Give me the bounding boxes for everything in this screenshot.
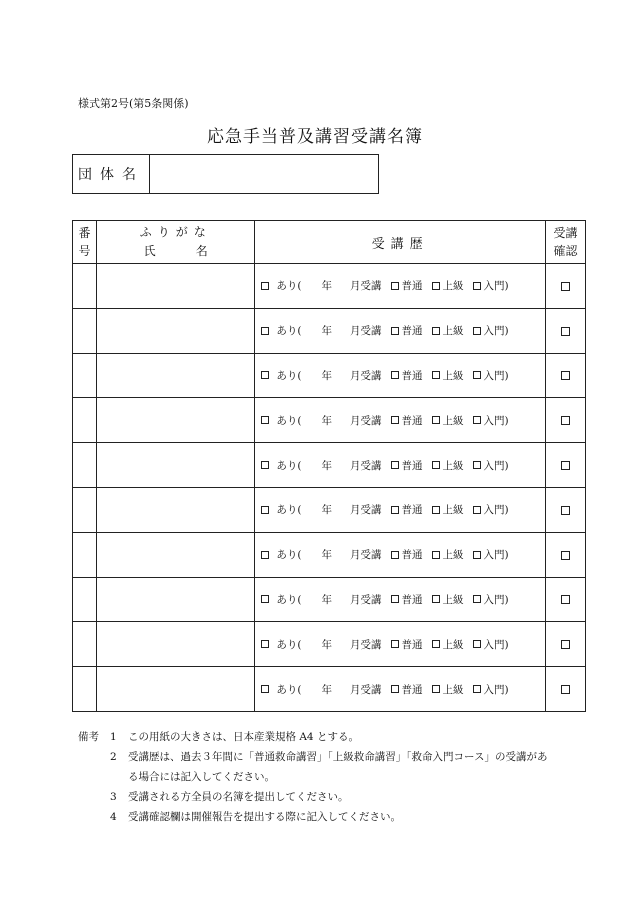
row-number-cell[interactable] <box>73 443 97 488</box>
nyumon-label: 入門) <box>483 459 509 472</box>
note-line <box>78 767 548 787</box>
jokyu-checkbox[interactable] <box>432 282 440 290</box>
table-row <box>73 308 586 353</box>
ari-checkbox[interactable] <box>261 371 269 379</box>
futsu-label: 普通 <box>401 593 423 606</box>
futsu-checkbox[interactable] <box>391 595 399 603</box>
jokyu-label: 上級 <box>442 683 464 696</box>
row-confirm-cell <box>545 622 585 667</box>
table-row <box>73 487 586 532</box>
futsu-label: 普通 <box>401 369 423 382</box>
row-history-cell <box>255 487 546 532</box>
futsu-checkbox[interactable] <box>391 640 399 648</box>
ari-checkbox[interactable] <box>261 685 269 693</box>
nyumon-label: 入門) <box>483 414 509 427</box>
note-number: 1 <box>110 731 117 743</box>
futsu-label: 普通 <box>401 638 423 651</box>
header-confirm-line2: 確認 <box>553 244 578 258</box>
ari-label: あり( <box>276 459 302 472</box>
header-number-line1: 番 <box>78 226 91 240</box>
row-history-cell <box>255 308 546 353</box>
nyumon-checkbox[interactable] <box>473 506 481 514</box>
confirm-checkbox[interactable] <box>561 327 570 336</box>
note-number: 2 <box>110 751 117 763</box>
nyumon-label: 入門) <box>483 369 509 382</box>
row-history-cell <box>255 577 546 622</box>
confirm-checkbox[interactable] <box>561 461 570 470</box>
note-line <box>78 727 548 747</box>
confirm-checkbox[interactable] <box>561 416 570 425</box>
jokyu-checkbox[interactable] <box>432 416 440 424</box>
jokyu-label: 上級 <box>442 504 464 517</box>
month-taken-label: 月受講 <box>349 549 382 562</box>
ari-checkbox[interactable] <box>261 640 269 648</box>
futsu-checkbox[interactable] <box>391 461 399 469</box>
header-confirm <box>545 221 585 264</box>
jokyu-label: 上級 <box>442 280 464 293</box>
ari-label: あり( <box>276 638 302 651</box>
ari-checkbox[interactable] <box>261 595 269 603</box>
ari-label: あり( <box>276 549 302 562</box>
ari-label: あり( <box>276 280 302 293</box>
row-name-cell[interactable] <box>97 532 255 577</box>
month-taken-label: 月受講 <box>349 683 382 696</box>
table-row <box>73 577 586 622</box>
note-line <box>78 747 548 767</box>
futsu-label: 普通 <box>401 549 423 562</box>
header-confirm-line1: 受講 <box>553 226 578 240</box>
futsu-label: 普通 <box>401 325 423 338</box>
ari-checkbox[interactable] <box>261 327 269 335</box>
nyumon-checkbox[interactable] <box>473 282 481 290</box>
note-number: 4 <box>110 811 117 823</box>
note-text: 受講される方全員の名簿を提出してください。 <box>128 791 349 803</box>
month-taken-label: 月受講 <box>349 638 382 651</box>
header-name-part2: 名 <box>195 244 208 258</box>
row-confirm-cell <box>545 398 585 443</box>
row-name-cell[interactable] <box>97 398 255 443</box>
jokyu-label: 上級 <box>442 414 464 427</box>
futsu-checkbox[interactable] <box>391 685 399 693</box>
row-confirm-cell <box>545 577 585 622</box>
jokyu-checkbox[interactable] <box>432 506 440 514</box>
nyumon-checkbox[interactable] <box>473 371 481 379</box>
futsu-checkbox[interactable] <box>391 282 399 290</box>
month-taken-label: 月受講 <box>349 593 382 606</box>
row-number-cell[interactable] <box>73 353 97 398</box>
year-label: 年 <box>321 369 332 382</box>
header-name <box>97 221 255 264</box>
table-row <box>73 443 586 488</box>
month-taken-label: 月受講 <box>349 369 382 382</box>
futsu-label: 普通 <box>401 504 423 517</box>
ari-checkbox[interactable] <box>261 551 269 559</box>
nyumon-checkbox[interactable] <box>473 327 481 335</box>
table-body <box>73 264 586 712</box>
row-number-cell[interactable] <box>73 532 97 577</box>
jokyu-label: 上級 <box>442 549 464 562</box>
year-label: 年 <box>321 280 332 293</box>
group-name-field[interactable] <box>150 155 378 193</box>
confirm-checkbox[interactable] <box>561 551 570 560</box>
header-history: 受講歴 <box>255 221 546 264</box>
header-furigana: ふりがな <box>139 225 212 239</box>
notes-heading: 備考 <box>78 731 99 743</box>
row-confirm-cell <box>545 308 585 353</box>
futsu-label: 普通 <box>401 280 423 293</box>
nyumon-label: 入門) <box>483 504 509 517</box>
month-taken-label: 月受講 <box>349 414 382 427</box>
jokyu-checkbox[interactable] <box>432 371 440 379</box>
nyumon-label: 入門) <box>483 325 509 338</box>
row-history-cell <box>255 443 546 488</box>
note-text: 受講確認欄は開催報告を提出する際に記入してください。 <box>128 811 401 823</box>
note-line <box>78 807 548 827</box>
confirm-checkbox[interactable] <box>561 371 570 380</box>
nyumon-checkbox[interactable] <box>473 551 481 559</box>
ari-label: あり( <box>276 414 302 427</box>
note-text: 受講歴は、過去３年間に「普通救命講習」「上級救命講習」「救命入門コース」の受講があ <box>128 751 548 763</box>
row-name-cell[interactable] <box>97 443 255 488</box>
ari-checkbox[interactable] <box>261 282 269 290</box>
note-text: この用紙の大きさは、日本産業規格 A4 とする。 <box>128 731 359 743</box>
year-label: 年 <box>321 683 332 696</box>
futsu-label: 普通 <box>401 459 423 472</box>
nyumon-label: 入門) <box>483 638 509 651</box>
ari-label: あり( <box>276 504 302 517</box>
row-history-cell <box>255 264 546 309</box>
row-number-cell[interactable] <box>73 264 97 309</box>
table-row <box>73 398 586 443</box>
month-taken-label: 月受講 <box>349 325 382 338</box>
row-number-cell[interactable] <box>73 577 97 622</box>
year-label: 年 <box>321 549 332 562</box>
nyumon-checkbox[interactable] <box>473 461 481 469</box>
note-text: る場合には記入してください。 <box>128 771 275 783</box>
row-history-cell <box>255 532 546 577</box>
row-confirm-cell <box>545 667 585 712</box>
table-row <box>73 264 586 309</box>
row-confirm-cell <box>545 532 585 577</box>
notes-section <box>78 727 548 827</box>
nyumon-label: 入門) <box>483 280 509 293</box>
row-history-cell <box>255 353 546 398</box>
jokyu-checkbox[interactable] <box>432 551 440 559</box>
table-row <box>73 667 586 712</box>
ari-checkbox[interactable] <box>261 416 269 424</box>
jokyu-label: 上級 <box>442 593 464 606</box>
row-name-cell[interactable] <box>97 353 255 398</box>
jokyu-checkbox[interactable] <box>432 685 440 693</box>
confirm-checkbox[interactable] <box>561 640 570 649</box>
futsu-checkbox[interactable] <box>391 327 399 335</box>
table-row <box>73 532 586 577</box>
futsu-checkbox[interactable] <box>391 506 399 514</box>
ari-label: あり( <box>276 369 302 382</box>
row-name-cell[interactable] <box>97 667 255 712</box>
month-taken-label: 月受講 <box>349 280 382 293</box>
note-number: 3 <box>110 791 117 803</box>
row-number-cell[interactable] <box>73 308 97 353</box>
jokyu-label: 上級 <box>442 325 464 338</box>
futsu-label: 普通 <box>401 414 423 427</box>
year-label: 年 <box>321 325 332 338</box>
row-history-cell <box>255 622 546 667</box>
jokyu-checkbox[interactable] <box>432 327 440 335</box>
row-number-cell[interactable] <box>73 487 97 532</box>
nyumon-checkbox[interactable] <box>473 685 481 693</box>
nyumon-label: 入門) <box>483 593 509 606</box>
row-history-cell <box>255 398 546 443</box>
row-number-cell[interactable] <box>73 667 97 712</box>
ari-label: あり( <box>276 683 302 696</box>
row-name-cell[interactable] <box>97 308 255 353</box>
confirm-checkbox[interactable] <box>561 595 570 604</box>
row-name-cell[interactable] <box>97 577 255 622</box>
month-taken-label: 月受講 <box>349 459 382 472</box>
group-name-label: 団体名 <box>73 155 150 193</box>
row-name-cell[interactable] <box>97 622 255 667</box>
jokyu-label: 上級 <box>442 369 464 382</box>
row-number-cell[interactable] <box>73 398 97 443</box>
jokyu-checkbox[interactable] <box>432 640 440 648</box>
confirm-checkbox[interactable] <box>561 282 570 291</box>
ari-label: あり( <box>276 593 302 606</box>
jokyu-label: 上級 <box>442 459 464 472</box>
month-taken-label: 月受講 <box>349 504 382 517</box>
nyumon-checkbox[interactable] <box>473 640 481 648</box>
table-row <box>73 353 586 398</box>
page-title: 応急手当普及講習受講名簿 <box>207 127 423 147</box>
row-confirm-cell <box>545 264 585 309</box>
nyumon-checkbox[interactable] <box>473 595 481 603</box>
confirm-checkbox[interactable] <box>561 685 570 694</box>
header-number-line2: 号 <box>78 244 91 258</box>
nyumon-checkbox[interactable] <box>473 416 481 424</box>
jokyu-checkbox[interactable] <box>432 595 440 603</box>
note-line <box>78 787 548 807</box>
jokyu-label: 上級 <box>442 638 464 651</box>
nyumon-label: 入門) <box>483 549 509 562</box>
row-history-cell <box>255 667 546 712</box>
year-label: 年 <box>321 504 332 517</box>
year-label: 年 <box>321 459 332 472</box>
confirm-checkbox[interactable] <box>561 506 570 515</box>
table-row <box>73 622 586 667</box>
futsu-checkbox[interactable] <box>391 371 399 379</box>
header-name-part1: 氏 <box>143 244 156 258</box>
futsu-label: 普通 <box>401 683 423 696</box>
table-header-row <box>73 221 586 264</box>
row-confirm-cell <box>545 487 585 532</box>
row-name-cell[interactable] <box>97 487 255 532</box>
group-name-box <box>72 154 379 194</box>
header-number <box>73 221 97 264</box>
form-number: 様式第2号(第5条関係) <box>78 97 189 110</box>
year-label: 年 <box>321 414 332 427</box>
row-confirm-cell <box>545 353 585 398</box>
ari-label: あり( <box>276 325 302 338</box>
ari-checkbox[interactable] <box>261 506 269 514</box>
ari-checkbox[interactable] <box>261 461 269 469</box>
row-number-cell[interactable] <box>73 622 97 667</box>
futsu-checkbox[interactable] <box>391 551 399 559</box>
row-confirm-cell <box>545 443 585 488</box>
nyumon-label: 入門) <box>483 683 509 696</box>
jokyu-checkbox[interactable] <box>432 461 440 469</box>
year-label: 年 <box>321 638 332 651</box>
futsu-checkbox[interactable] <box>391 416 399 424</box>
year-label: 年 <box>321 593 332 606</box>
attendee-table <box>72 220 586 712</box>
row-name-cell[interactable] <box>97 264 255 309</box>
